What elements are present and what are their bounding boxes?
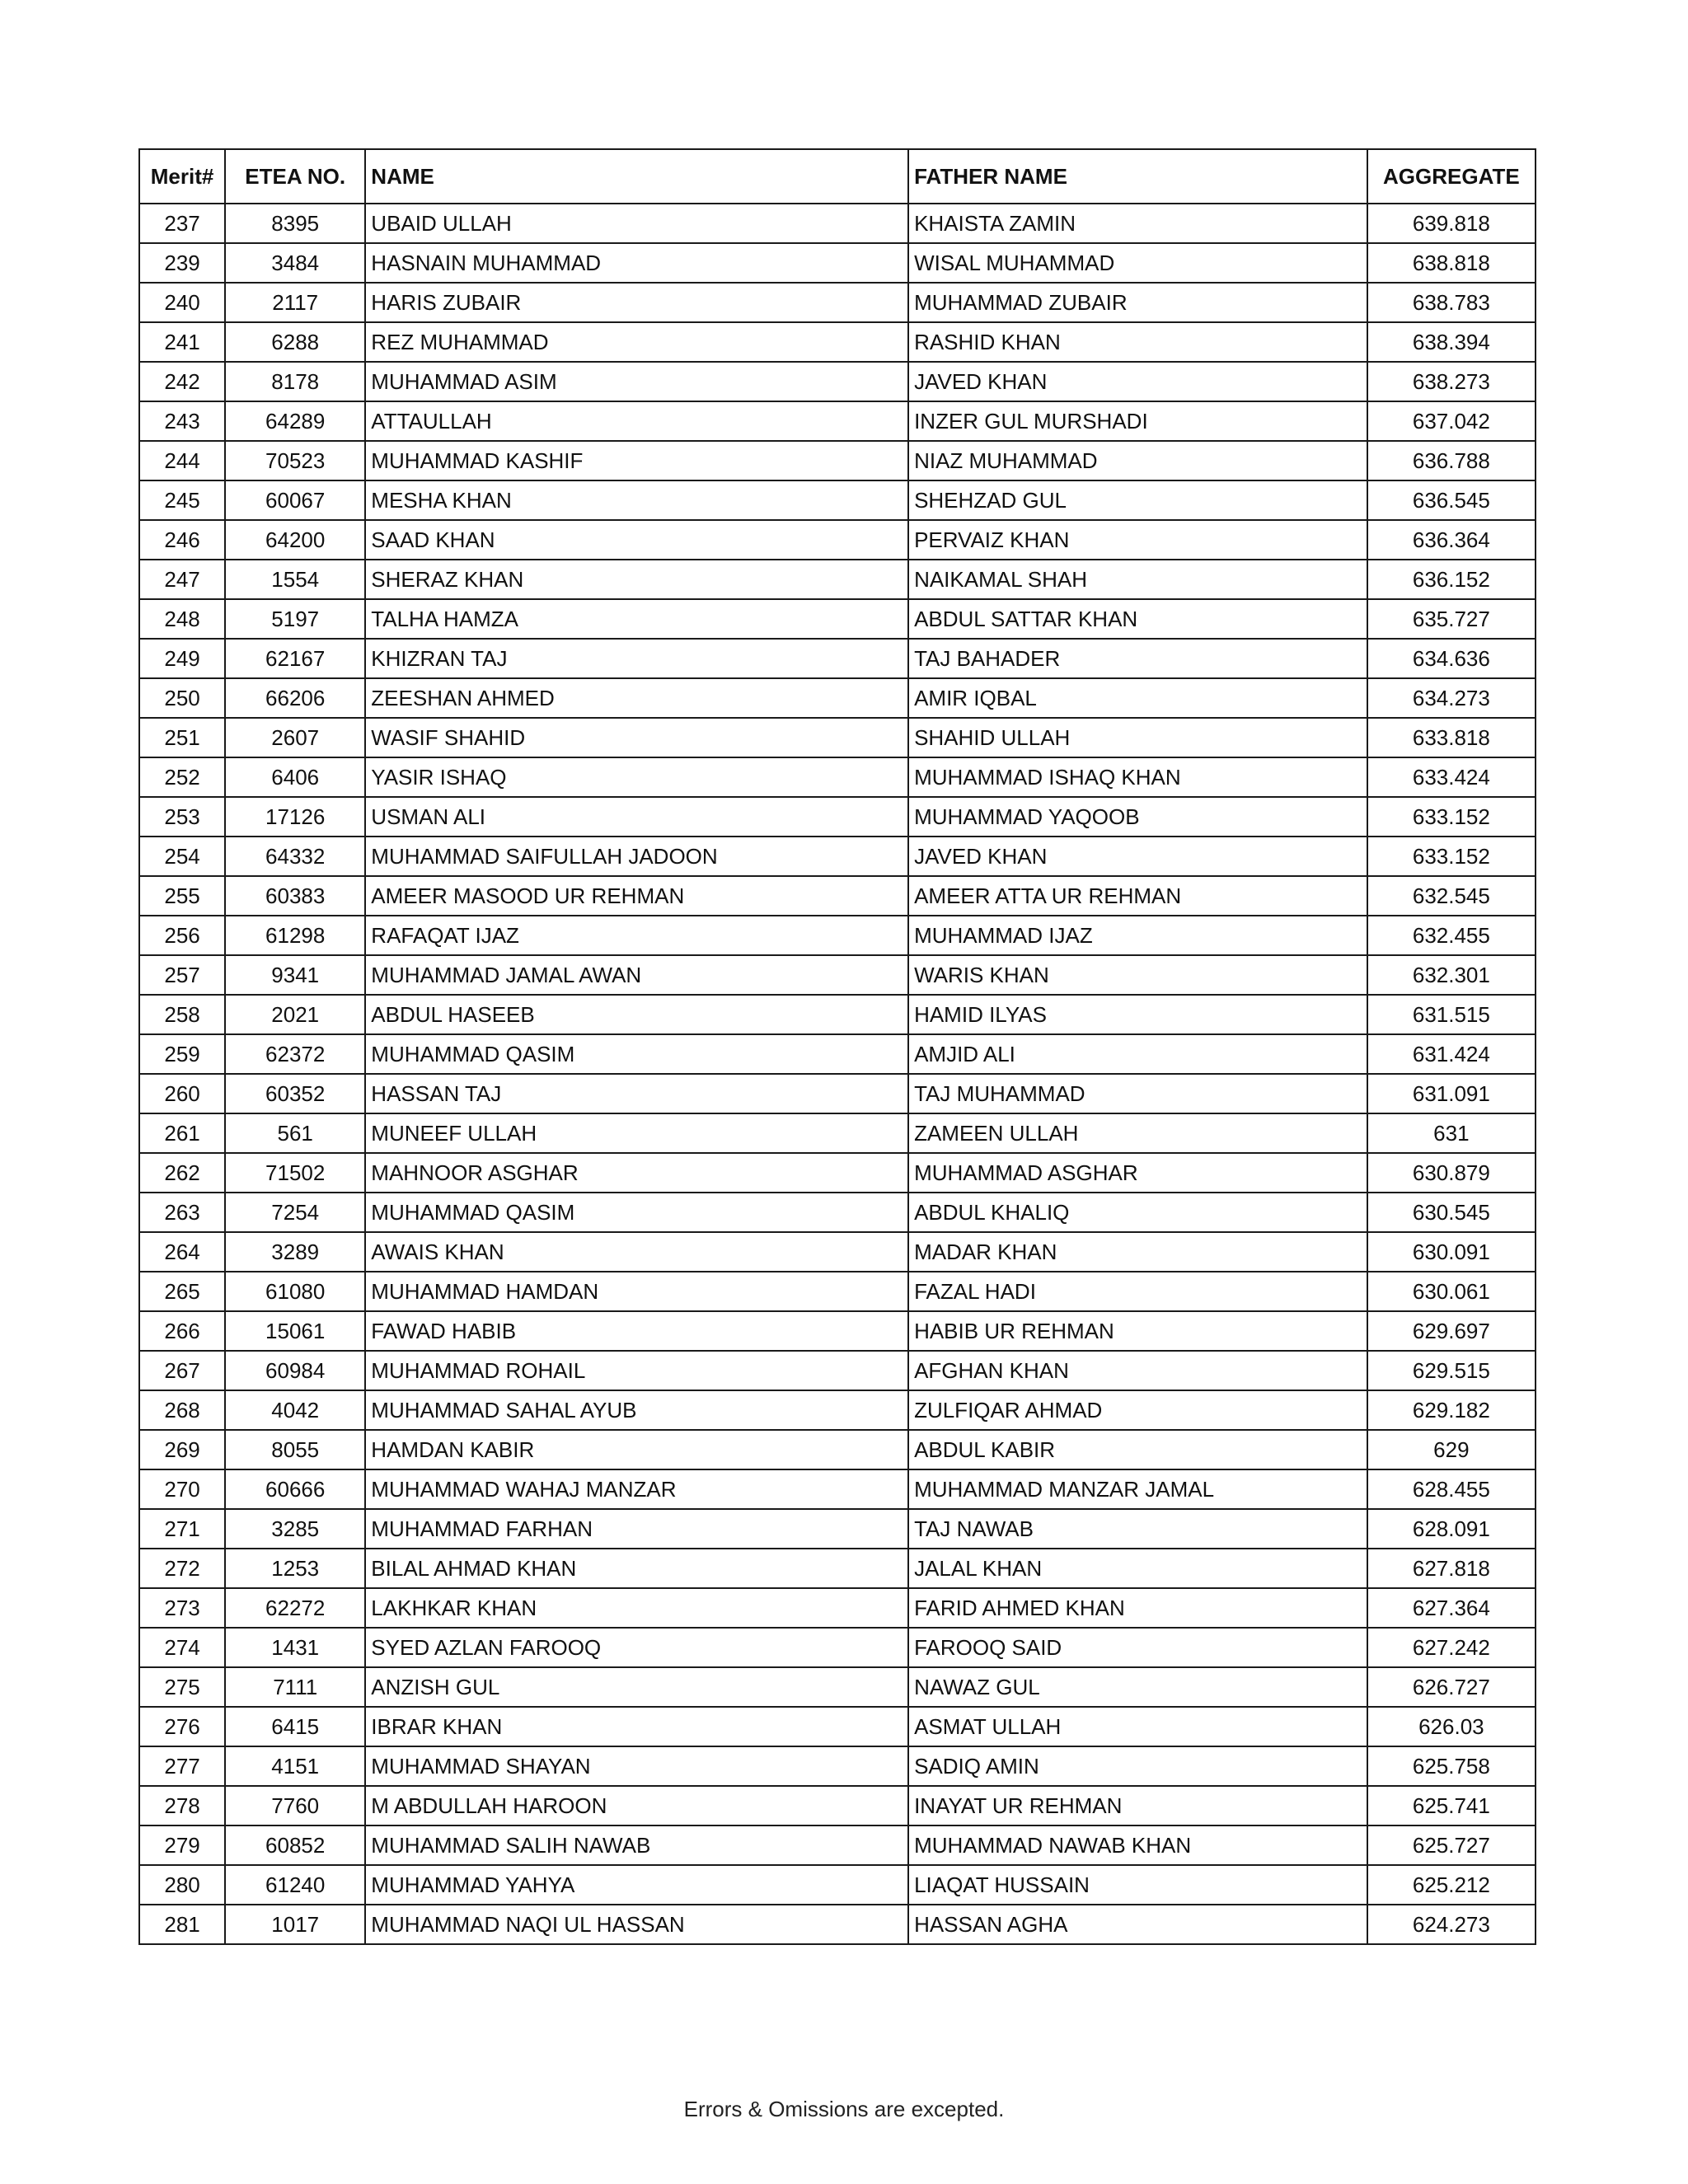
cell-etea-no: 60984	[225, 1351, 365, 1390]
cell-aggregate: 636.788	[1367, 441, 1536, 480]
cell-etea-no: 9341	[225, 955, 365, 995]
cell-etea-no: 1431	[225, 1628, 365, 1667]
cell-etea-no: 7760	[225, 1786, 365, 1825]
cell-father-name: AMEER ATTA UR REHMAN	[908, 876, 1367, 916]
cell-father-name: AMIR IQBAL	[908, 678, 1367, 718]
cell-merit: 281	[139, 1905, 225, 1944]
table-header	[139, 149, 1536, 204]
cell-merit: 241	[139, 322, 225, 362]
cell-etea-no: 1017	[225, 1905, 365, 1944]
cell-aggregate: 627.364	[1367, 1588, 1536, 1628]
table-row	[139, 1509, 1536, 1549]
cell-name: MUHAMMAD SHAYAN	[365, 1746, 908, 1786]
cell-name: MUHAMMAD SAIFULLAH JADOON	[365, 837, 908, 876]
cell-aggregate: 631.424	[1367, 1034, 1536, 1074]
cell-merit: 277	[139, 1746, 225, 1786]
table-row	[139, 1469, 1536, 1509]
cell-etea-no: 3289	[225, 1232, 365, 1272]
cell-merit: 262	[139, 1153, 225, 1193]
cell-aggregate: 637.042	[1367, 401, 1536, 441]
cell-name: MESHA KHAN	[365, 480, 908, 520]
header-name: NAME	[365, 149, 908, 204]
cell-aggregate: 633.424	[1367, 757, 1536, 797]
table-row	[139, 1628, 1536, 1667]
cell-name: KHIZRAN TAJ	[365, 639, 908, 678]
cell-name: MUHAMMAD ASIM	[365, 362, 908, 401]
cell-etea-no: 70523	[225, 441, 365, 480]
cell-father-name: AMJID ALI	[908, 1034, 1367, 1074]
cell-aggregate: 625.212	[1367, 1865, 1536, 1905]
cell-name: ABDUL HASEEB	[365, 995, 908, 1034]
cell-name: SHERAZ KHAN	[365, 560, 908, 599]
table-row	[139, 1786, 1536, 1825]
cell-etea-no: 2117	[225, 283, 365, 322]
cell-name: SYED AZLAN FAROOQ	[365, 1628, 908, 1667]
cell-aggregate: 631	[1367, 1113, 1536, 1153]
cell-etea-no: 2021	[225, 995, 365, 1034]
cell-aggregate: 638.783	[1367, 283, 1536, 322]
table-row	[139, 678, 1536, 718]
cell-name: LAKHKAR KHAN	[365, 1588, 908, 1628]
cell-father-name: ZULFIQAR AHMAD	[908, 1390, 1367, 1430]
table-row	[139, 1311, 1536, 1351]
cell-father-name: KHAISTA ZAMIN	[908, 204, 1367, 243]
cell-name: ATTAULLAH	[365, 401, 908, 441]
cell-father-name: MADAR KHAN	[908, 1232, 1367, 1272]
cell-aggregate: 631.091	[1367, 1074, 1536, 1113]
table-row	[139, 560, 1536, 599]
header-aggregate: AGGREGATE	[1367, 149, 1536, 204]
cell-father-name: TAJ BAHADER	[908, 639, 1367, 678]
table-row	[139, 480, 1536, 520]
cell-name: MAHNOOR ASGHAR	[365, 1153, 908, 1193]
cell-father-name: MUHAMMAD YAQOOB	[908, 797, 1367, 837]
cell-father-name: INAYAT UR REHMAN	[908, 1786, 1367, 1825]
cell-etea-no: 62167	[225, 639, 365, 678]
cell-father-name: MUHAMMAD MANZAR JAMAL	[908, 1469, 1367, 1509]
cell-merit: 280	[139, 1865, 225, 1905]
cell-etea-no: 1554	[225, 560, 365, 599]
table-row	[139, 1153, 1536, 1193]
table-row	[139, 1390, 1536, 1430]
cell-merit: 258	[139, 995, 225, 1034]
cell-father-name: TAJ NAWAB	[908, 1509, 1367, 1549]
table-row	[139, 995, 1536, 1034]
cell-father-name: INZER GUL MURSHADI	[908, 401, 1367, 441]
cell-merit: 250	[139, 678, 225, 718]
cell-aggregate: 633.818	[1367, 718, 1536, 757]
cell-merit: 239	[139, 243, 225, 283]
cell-aggregate: 627.818	[1367, 1549, 1536, 1588]
cell-aggregate: 638.818	[1367, 243, 1536, 283]
header-merit: Merit#	[139, 149, 225, 204]
cell-name: BILAL AHMAD KHAN	[365, 1549, 908, 1588]
cell-merit: 254	[139, 837, 225, 876]
cell-merit: 268	[139, 1390, 225, 1430]
cell-etea-no: 3285	[225, 1509, 365, 1549]
table-row	[139, 876, 1536, 916]
cell-aggregate: 633.152	[1367, 837, 1536, 876]
cell-father-name: ASMAT ULLAH	[908, 1707, 1367, 1746]
cell-merit: 257	[139, 955, 225, 995]
cell-father-name: JAVED KHAN	[908, 837, 1367, 876]
cell-father-name: FAROOQ SAID	[908, 1628, 1367, 1667]
cell-merit: 264	[139, 1232, 225, 1272]
merit-list-table	[138, 148, 1536, 1945]
cell-etea-no: 64289	[225, 401, 365, 441]
cell-father-name: ABDUL SATTAR KHAN	[908, 599, 1367, 639]
cell-etea-no: 60383	[225, 876, 365, 916]
table-row	[139, 1430, 1536, 1469]
table-row	[139, 639, 1536, 678]
cell-aggregate: 626.727	[1367, 1667, 1536, 1707]
table-row	[139, 243, 1536, 283]
cell-merit: 247	[139, 560, 225, 599]
cell-merit: 259	[139, 1034, 225, 1074]
cell-merit: 265	[139, 1272, 225, 1311]
cell-aggregate: 633.152	[1367, 797, 1536, 837]
cell-name: MUHAMMAD ROHAIL	[365, 1351, 908, 1390]
cell-father-name: PERVAIZ KHAN	[908, 520, 1367, 560]
cell-father-name: SADIQ AMIN	[908, 1746, 1367, 1786]
cell-etea-no: 62372	[225, 1034, 365, 1074]
cell-name: MUHAMMAD YAHYA	[365, 1865, 908, 1905]
header-row	[139, 149, 1536, 204]
cell-merit: 274	[139, 1628, 225, 1667]
table-row	[139, 1746, 1536, 1786]
table-row	[139, 1351, 1536, 1390]
cell-etea-no: 7254	[225, 1193, 365, 1232]
cell-merit: 275	[139, 1667, 225, 1707]
cell-aggregate: 629	[1367, 1430, 1536, 1469]
cell-name: REZ MUHAMMAD	[365, 322, 908, 362]
cell-etea-no: 15061	[225, 1311, 365, 1351]
cell-aggregate: 624.273	[1367, 1905, 1536, 1944]
table-row	[139, 1034, 1536, 1074]
cell-etea-no: 60352	[225, 1074, 365, 1113]
cell-father-name: LIAQAT HUSSAIN	[908, 1865, 1367, 1905]
cell-merit: 279	[139, 1825, 225, 1865]
cell-aggregate: 630.879	[1367, 1153, 1536, 1193]
cell-aggregate: 630.091	[1367, 1232, 1536, 1272]
cell-etea-no: 6415	[225, 1707, 365, 1746]
cell-name: MUHAMMAD SAHAL AYUB	[365, 1390, 908, 1430]
cell-merit: 242	[139, 362, 225, 401]
table-row	[139, 797, 1536, 837]
cell-aggregate: 628.455	[1367, 1469, 1536, 1509]
cell-etea-no: 5197	[225, 599, 365, 639]
cell-merit: 245	[139, 480, 225, 520]
cell-father-name: MUHAMMAD ISHAQ KHAN	[908, 757, 1367, 797]
cell-etea-no: 17126	[225, 797, 365, 837]
cell-merit: 270	[139, 1469, 225, 1509]
cell-etea-no: 1253	[225, 1549, 365, 1588]
cell-aggregate: 634.273	[1367, 678, 1536, 718]
cell-etea-no: 6406	[225, 757, 365, 797]
cell-father-name: TAJ MUHAMMAD	[908, 1074, 1367, 1113]
cell-name: MUHAMMAD NAQI UL HASSAN	[365, 1905, 908, 1944]
cell-father-name: HASSAN AGHA	[908, 1905, 1367, 1944]
table-row	[139, 1549, 1536, 1588]
cell-aggregate: 628.091	[1367, 1509, 1536, 1549]
cell-father-name: MUHAMMAD NAWAB KHAN	[908, 1825, 1367, 1865]
cell-etea-no: 561	[225, 1113, 365, 1153]
cell-aggregate: 634.636	[1367, 639, 1536, 678]
table-row	[139, 718, 1536, 757]
cell-merit: 267	[139, 1351, 225, 1390]
cell-merit: 252	[139, 757, 225, 797]
cell-father-name: SHEHZAD GUL	[908, 480, 1367, 520]
cell-father-name: MUHAMMAD ASGHAR	[908, 1153, 1367, 1193]
cell-aggregate: 638.273	[1367, 362, 1536, 401]
cell-aggregate: 638.394	[1367, 322, 1536, 362]
cell-merit: 255	[139, 876, 225, 916]
cell-name: ZEESHAN AHMED	[365, 678, 908, 718]
cell-name: MUHAMMAD FARHAN	[365, 1509, 908, 1549]
cell-aggregate: 627.242	[1367, 1628, 1536, 1667]
cell-father-name: WISAL MUHAMMAD	[908, 243, 1367, 283]
cell-name: FAWAD HABIB	[365, 1311, 908, 1351]
cell-name: SAAD KHAN	[365, 520, 908, 560]
cell-father-name: NAWAZ GUL	[908, 1667, 1367, 1707]
cell-merit: 276	[139, 1707, 225, 1746]
table-row	[139, 1865, 1536, 1905]
cell-father-name: HAMID ILYAS	[908, 995, 1367, 1034]
table-row	[139, 362, 1536, 401]
cell-merit: 251	[139, 718, 225, 757]
table-row	[139, 520, 1536, 560]
cell-etea-no: 64332	[225, 837, 365, 876]
cell-etea-no: 71502	[225, 1153, 365, 1193]
cell-aggregate: 632.455	[1367, 916, 1536, 955]
cell-aggregate: 625.758	[1367, 1746, 1536, 1786]
cell-father-name: JAVED KHAN	[908, 362, 1367, 401]
cell-aggregate: 632.301	[1367, 955, 1536, 995]
cell-name: IBRAR KHAN	[365, 1707, 908, 1746]
cell-father-name: ZAMEEN ULLAH	[908, 1113, 1367, 1153]
cell-name: YASIR ISHAQ	[365, 757, 908, 797]
cell-merit: 253	[139, 797, 225, 837]
table-row	[139, 1588, 1536, 1628]
cell-etea-no: 64200	[225, 520, 365, 560]
cell-merit: 272	[139, 1549, 225, 1588]
cell-name: HASNAIN MUHAMMAD	[365, 243, 908, 283]
cell-merit: 237	[139, 204, 225, 243]
cell-name: MUHAMMAD HAMDAN	[365, 1272, 908, 1311]
cell-father-name: JALAL KHAN	[908, 1549, 1367, 1588]
table-row	[139, 599, 1536, 639]
cell-name: MUHAMMAD QASIM	[365, 1193, 908, 1232]
cell-etea-no: 7111	[225, 1667, 365, 1707]
cell-etea-no: 60067	[225, 480, 365, 520]
cell-aggregate: 625.741	[1367, 1786, 1536, 1825]
cell-name: MUHAMMAD SALIH NAWAB	[365, 1825, 908, 1865]
cell-etea-no: 61298	[225, 916, 365, 955]
table-row	[139, 1667, 1536, 1707]
cell-merit: 244	[139, 441, 225, 480]
table-row	[139, 1232, 1536, 1272]
cell-name: HASSAN TAJ	[365, 1074, 908, 1113]
cell-merit: 273	[139, 1588, 225, 1628]
table-body	[139, 204, 1536, 1944]
cell-etea-no: 8055	[225, 1430, 365, 1469]
table-row	[139, 283, 1536, 322]
table-row	[139, 1193, 1536, 1232]
table-row	[139, 1905, 1536, 1944]
cell-father-name: SHAHID ULLAH	[908, 718, 1367, 757]
cell-merit: 243	[139, 401, 225, 441]
cell-name: RAFAQAT IJAZ	[365, 916, 908, 955]
cell-aggregate: 630.545	[1367, 1193, 1536, 1232]
cell-merit: 256	[139, 916, 225, 955]
cell-etea-no: 6288	[225, 322, 365, 362]
table-row	[139, 1074, 1536, 1113]
cell-father-name: ABDUL KHALIQ	[908, 1193, 1367, 1232]
table-row	[139, 1113, 1536, 1153]
footer-note: Errors & Omissions are excepted.	[683, 2097, 1005, 2121]
cell-father-name: NAIKAMAL SHAH	[908, 560, 1367, 599]
cell-merit: 266	[139, 1311, 225, 1351]
cell-aggregate: 639.818	[1367, 204, 1536, 243]
table-row	[139, 1272, 1536, 1311]
cell-etea-no: 3484	[225, 243, 365, 283]
cell-name: M ABDULLAH HAROON	[365, 1786, 908, 1825]
cell-etea-no: 60852	[225, 1825, 365, 1865]
cell-etea-no: 8178	[225, 362, 365, 401]
cell-father-name: HABIB UR REHMAN	[908, 1311, 1367, 1351]
cell-name: MUNEEF ULLAH	[365, 1113, 908, 1153]
table-row	[139, 837, 1536, 876]
header-etea-no: ETEA NO.	[225, 149, 365, 204]
cell-merit: 261	[139, 1113, 225, 1153]
cell-name: AMEER MASOOD UR REHMAN	[365, 876, 908, 916]
table-row	[139, 955, 1536, 995]
cell-name: MUHAMMAD KASHIF	[365, 441, 908, 480]
cell-aggregate: 625.727	[1367, 1825, 1536, 1865]
cell-name: AWAIS KHAN	[365, 1232, 908, 1272]
table-row	[139, 1707, 1536, 1746]
cell-father-name: RASHID KHAN	[908, 322, 1367, 362]
cell-aggregate: 626.03	[1367, 1707, 1536, 1746]
cell-aggregate: 629.697	[1367, 1311, 1536, 1351]
cell-aggregate: 636.152	[1367, 560, 1536, 599]
cell-merit: 248	[139, 599, 225, 639]
cell-father-name: MUHAMMAD IJAZ	[908, 916, 1367, 955]
cell-aggregate: 629.515	[1367, 1351, 1536, 1390]
cell-father-name: ABDUL KABIR	[908, 1430, 1367, 1469]
cell-etea-no: 62272	[225, 1588, 365, 1628]
cell-merit: 269	[139, 1430, 225, 1469]
cell-merit: 260	[139, 1074, 225, 1113]
cell-aggregate: 629.182	[1367, 1390, 1536, 1430]
cell-etea-no: 8395	[225, 204, 365, 243]
cell-name: HARIS ZUBAIR	[365, 283, 908, 322]
cell-father-name: MUHAMMAD ZUBAIR	[908, 283, 1367, 322]
cell-etea-no: 60666	[225, 1469, 365, 1509]
cell-merit: 278	[139, 1786, 225, 1825]
cell-etea-no: 4151	[225, 1746, 365, 1786]
cell-merit: 249	[139, 639, 225, 678]
table-row	[139, 1825, 1536, 1865]
cell-father-name: FARID AHMED KHAN	[908, 1588, 1367, 1628]
cell-name: USMAN ALI	[365, 797, 908, 837]
cell-name: MUHAMMAD QASIM	[365, 1034, 908, 1074]
table-row	[139, 441, 1536, 480]
cell-name: WASIF SHAHID	[365, 718, 908, 757]
cell-etea-no: 2607	[225, 718, 365, 757]
cell-name: ANZISH GUL	[365, 1667, 908, 1707]
table-row	[139, 322, 1536, 362]
cell-name: TALHA HAMZA	[365, 599, 908, 639]
cell-father-name: NIAZ MUHAMMAD	[908, 441, 1367, 480]
cell-merit: 246	[139, 520, 225, 560]
table-row	[139, 916, 1536, 955]
cell-father-name: FAZAL HADI	[908, 1272, 1367, 1311]
cell-aggregate: 636.545	[1367, 480, 1536, 520]
cell-aggregate: 631.515	[1367, 995, 1536, 1034]
cell-aggregate: 632.545	[1367, 876, 1536, 916]
cell-etea-no: 61240	[225, 1865, 365, 1905]
cell-name: UBAID ULLAH	[365, 204, 908, 243]
cell-merit: 271	[139, 1509, 225, 1549]
cell-name: MUHAMMAD JAMAL AWAN	[365, 955, 908, 995]
cell-merit: 240	[139, 283, 225, 322]
cell-name: HAMDAN KABIR	[365, 1430, 908, 1469]
cell-father-name: WARIS KHAN	[908, 955, 1367, 995]
table-row	[139, 204, 1536, 243]
cell-name: MUHAMMAD WAHAJ MANZAR	[365, 1469, 908, 1509]
cell-father-name: AFGHAN KHAN	[908, 1351, 1367, 1390]
cell-aggregate: 630.061	[1367, 1272, 1536, 1311]
cell-aggregate: 635.727	[1367, 599, 1536, 639]
header-father-name: FATHER NAME	[908, 149, 1367, 204]
table-row	[139, 401, 1536, 441]
cell-merit: 263	[139, 1193, 225, 1232]
cell-etea-no: 61080	[225, 1272, 365, 1311]
cell-aggregate: 636.364	[1367, 520, 1536, 560]
table-row	[139, 757, 1536, 797]
cell-etea-no: 66206	[225, 678, 365, 718]
cell-etea-no: 4042	[225, 1390, 365, 1430]
